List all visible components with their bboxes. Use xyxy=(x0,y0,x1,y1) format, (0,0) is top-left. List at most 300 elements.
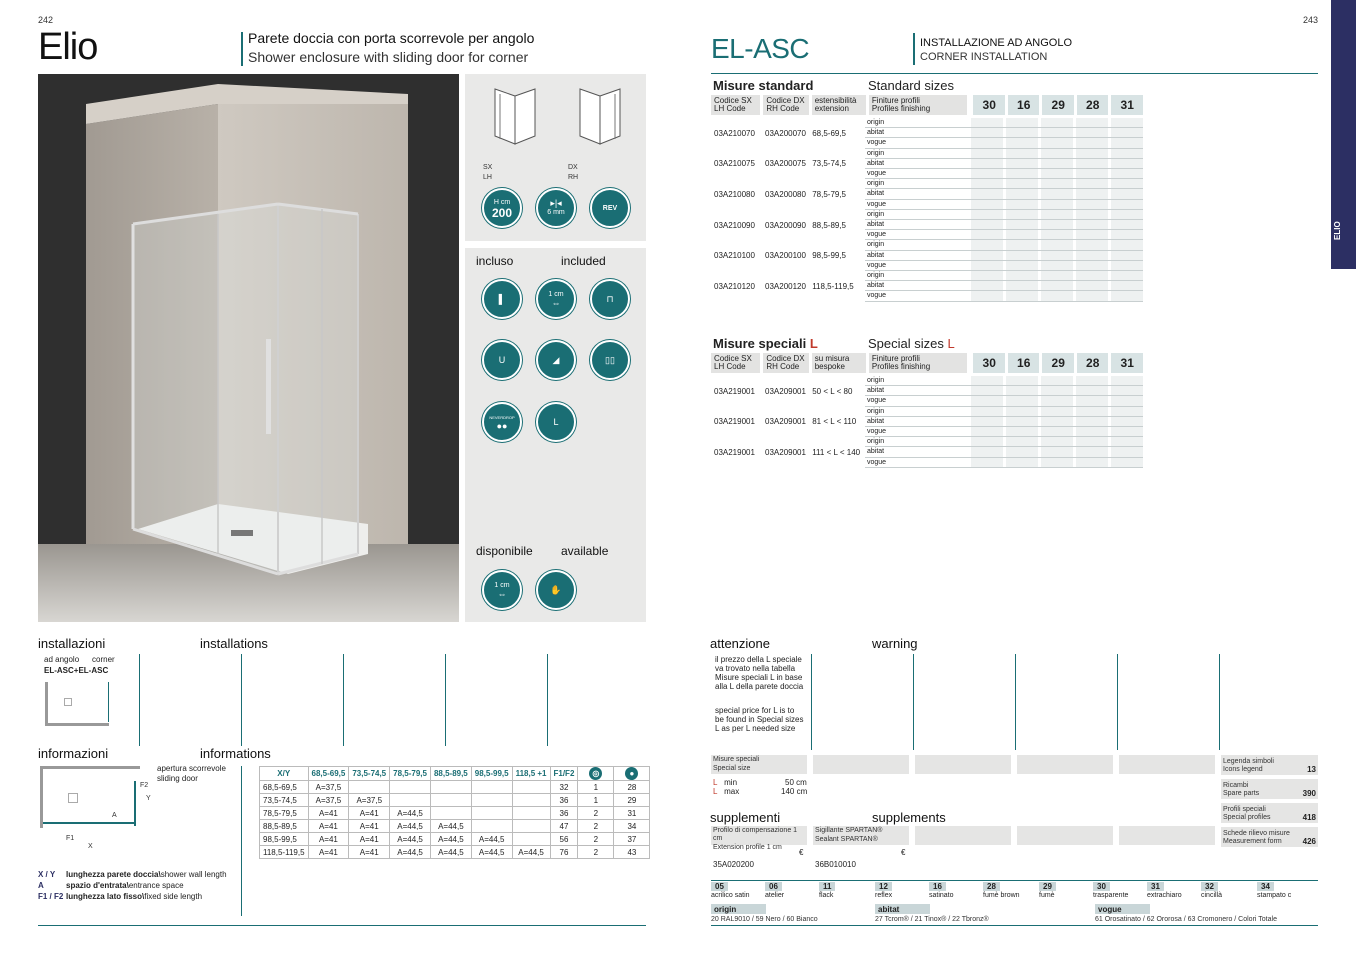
magnet-icon: ⊓ xyxy=(590,279,630,319)
table-cell: 56 xyxy=(550,833,578,846)
finish-label: vogue xyxy=(867,292,887,300)
price-box xyxy=(971,396,1003,405)
diagram-a: A xyxy=(112,812,117,819)
price-box xyxy=(971,230,1003,239)
price-cell: 03A210075 xyxy=(714,159,755,169)
standard-sizes-title-en: Standard sizes xyxy=(868,78,954,93)
price-box xyxy=(1006,271,1038,280)
finish-label: abitat xyxy=(867,129,885,137)
finish-label: origin xyxy=(867,180,885,188)
price-box xyxy=(1041,376,1073,385)
finish-label: vogue xyxy=(867,200,887,208)
supplements-title-it: supplementi xyxy=(710,810,781,825)
finish-label: vogue xyxy=(867,261,887,269)
size-icon: L xyxy=(536,402,576,442)
orientation-panel xyxy=(465,74,646,241)
table-row xyxy=(260,794,650,807)
price-box xyxy=(1111,169,1143,178)
table-cell: A=44,5 xyxy=(471,833,512,846)
price-box xyxy=(1076,437,1108,446)
price-box xyxy=(1041,281,1073,290)
price-box xyxy=(1111,261,1143,270)
info-table xyxy=(259,766,650,859)
table-cell: A=41 xyxy=(308,846,349,859)
price-cell: 03A210120 xyxy=(714,281,755,291)
info-header: 73,5-74,5 xyxy=(349,767,390,781)
finish-label: origin xyxy=(867,119,885,126)
price-box xyxy=(1111,458,1143,467)
product-photo xyxy=(38,74,459,622)
price-box xyxy=(1006,230,1038,239)
table-cell xyxy=(471,794,512,807)
price-box xyxy=(1076,240,1108,249)
price-box xyxy=(1041,240,1073,249)
price-box xyxy=(1111,220,1143,229)
price-box xyxy=(971,220,1003,229)
swatch-item xyxy=(1201,882,1222,899)
table-cell: A=41 xyxy=(349,820,390,833)
available-label-it: disponibile xyxy=(476,544,533,558)
neverdrop-icon: NEVERDROP ●● xyxy=(482,402,522,442)
reference-page: 426 xyxy=(1302,837,1316,846)
label-rh: RH xyxy=(568,174,579,181)
price-box xyxy=(1041,417,1073,426)
column-header: Codice DX RH Code xyxy=(763,353,808,373)
price-box xyxy=(1076,149,1108,158)
price-box xyxy=(1006,251,1038,260)
price-box xyxy=(1006,179,1038,188)
price-box xyxy=(1041,179,1073,188)
column-header: estensibilità extension xyxy=(812,95,866,115)
price-box xyxy=(1006,210,1038,219)
special-sizes-title-it: Misure speciali L xyxy=(713,336,818,351)
price-box xyxy=(1111,118,1143,127)
price-box xyxy=(1006,458,1038,467)
price-row xyxy=(711,210,1143,241)
price-box xyxy=(1041,118,1073,127)
glass-thickness-icon: ▸|◂ 6 mm xyxy=(536,188,576,228)
price-cell: 03A210090 xyxy=(714,220,755,230)
install-diagram xyxy=(45,682,109,726)
price-box xyxy=(1041,210,1073,219)
column-header: Codice SX LH Code xyxy=(711,353,760,373)
finish-label: abitat xyxy=(867,448,885,456)
price-box xyxy=(1041,220,1073,229)
price-box xyxy=(1041,261,1073,270)
price-box xyxy=(1006,407,1038,416)
price-box xyxy=(1076,169,1108,178)
page-number-right: 243 xyxy=(1303,15,1319,25)
price-box xyxy=(971,427,1003,436)
finish-column-header: 16 xyxy=(1008,353,1040,373)
table-cell: 37 xyxy=(614,833,650,846)
price-box xyxy=(1006,240,1038,249)
price-box xyxy=(971,281,1003,290)
swatch-number: 12 xyxy=(875,882,892,891)
max-row: L max xyxy=(713,787,740,796)
table-cell: 118,5-119,5 xyxy=(260,846,309,859)
finish-column-header: 16 xyxy=(1008,95,1040,115)
price-box xyxy=(1111,230,1143,239)
price-box xyxy=(1006,396,1038,405)
swatch-item xyxy=(983,882,1020,899)
finish-label: vogue xyxy=(867,231,887,239)
price-box xyxy=(1076,427,1108,436)
price-box xyxy=(971,169,1003,178)
finish-label: vogue xyxy=(867,397,887,405)
price-row xyxy=(711,149,1143,180)
info-header: X/Y xyxy=(260,767,309,781)
price-box xyxy=(1041,128,1073,137)
finish-label: vogue xyxy=(867,169,887,177)
price-box xyxy=(971,128,1003,137)
price-cell: 81 < L < 110 xyxy=(812,417,857,427)
supplement-1: Profilo di compensazione 1 cm Extension profile 1 cm xyxy=(711,826,807,845)
legend-row xyxy=(38,881,227,890)
table-cell: A=44,5 xyxy=(430,846,471,859)
price-box xyxy=(1076,458,1108,467)
price-box xyxy=(1006,437,1038,446)
price-box xyxy=(1006,261,1038,270)
installations-title-en: installations xyxy=(200,636,268,651)
price-cell: 03A219001 xyxy=(714,447,755,457)
swatch-name: cincillà xyxy=(1201,892,1223,899)
price-box xyxy=(971,118,1003,127)
price-cell: 111 < L < 140 xyxy=(812,447,861,457)
swatch-name: flack xyxy=(819,892,834,899)
swatch-item xyxy=(1093,882,1128,899)
column-header: su misura bespoke xyxy=(812,353,866,373)
price-box xyxy=(971,458,1003,467)
swatch-name: fumè brown xyxy=(983,892,1020,899)
cleaning-icon: ✋ xyxy=(536,570,576,610)
price-box xyxy=(1041,437,1073,446)
warning-title-en: warning xyxy=(872,636,918,651)
info-sliding-en: sliding door xyxy=(157,774,198,783)
price-box xyxy=(971,251,1003,260)
price-box xyxy=(1111,189,1143,198)
info-header xyxy=(614,767,650,781)
price-box xyxy=(1111,291,1143,300)
price-box xyxy=(1111,128,1143,137)
table-cell: A=37,5 xyxy=(349,794,390,807)
price-cell: 68,5-69,5 xyxy=(812,128,847,138)
side-tab: ELIO xyxy=(1331,0,1356,269)
price-box xyxy=(971,437,1003,446)
price-cell: 03A219001 xyxy=(714,417,755,427)
price-box xyxy=(971,159,1003,168)
price-row xyxy=(711,407,1143,438)
price-cell: 03A209001 xyxy=(765,386,806,396)
price-box xyxy=(1041,138,1073,147)
table-cell: 36 xyxy=(550,807,578,820)
warning-title-it: attenzione xyxy=(710,636,770,651)
legend-key: F1 / F2 xyxy=(38,892,64,901)
informations-title-it: informazioni xyxy=(38,746,109,761)
info-header: F1/F2 xyxy=(550,767,578,781)
price-box xyxy=(1006,376,1038,385)
shower-head-icon: ◎ xyxy=(589,767,602,780)
swatch-item xyxy=(819,882,835,899)
price-box xyxy=(971,447,1003,456)
price-box xyxy=(1076,128,1108,137)
price-cell: 03A209001 xyxy=(765,417,806,427)
table-cell xyxy=(349,781,390,794)
price-box xyxy=(971,189,1003,198)
price-box xyxy=(1076,220,1108,229)
legend-it: lunghezza lato fisso\ xyxy=(66,892,145,901)
swatch-number: 16 xyxy=(929,882,946,891)
page-number-left: 242 xyxy=(38,15,54,25)
swatch-item xyxy=(1257,882,1291,899)
price-box xyxy=(1006,169,1038,178)
table-cell xyxy=(390,794,431,807)
reference-row: Profili speciali Special profiles 418 xyxy=(1221,803,1318,823)
price-cell: 118,5-119,5 xyxy=(812,281,854,291)
table-row xyxy=(260,833,650,846)
legend-it: spazio d'entrata\ xyxy=(66,881,129,890)
price-box xyxy=(1076,447,1108,456)
euro-2: € xyxy=(901,848,906,857)
table-cell: 68,5-69,5 xyxy=(260,781,309,794)
price-box xyxy=(971,138,1003,147)
price-row xyxy=(711,376,1143,407)
finish-label: abitat xyxy=(867,159,885,167)
price-box xyxy=(1076,386,1108,395)
swatch-number: 31 xyxy=(1147,882,1164,891)
standard-sizes-title-it: Misure standard xyxy=(713,78,814,93)
price-row xyxy=(711,271,1143,302)
table-cell xyxy=(430,794,471,807)
table-cell: 31 xyxy=(614,807,650,820)
price-box xyxy=(971,376,1003,385)
price-box xyxy=(1111,138,1143,147)
swatch-number: 11 xyxy=(819,882,835,891)
swatch-name: satinato xyxy=(929,892,954,899)
finish-group-label: abitat xyxy=(875,904,930,914)
subtitle-it: Parete doccia con porta scorrevole per angolo xyxy=(248,30,535,46)
info-header xyxy=(578,767,614,781)
swatch-name: stampato c xyxy=(1257,892,1292,899)
price-box xyxy=(1076,230,1108,239)
price-box xyxy=(1041,291,1073,300)
table-cell: A=41 xyxy=(349,846,390,859)
price-box xyxy=(1076,271,1108,280)
price-cell: 03A200080 xyxy=(765,189,806,199)
table-cell: A=41 xyxy=(349,807,390,820)
price-row xyxy=(711,179,1143,210)
warning-text-it: il prezzo della L speciale va trovato nella tabella Misure speciali L in base alla L della parete doccia xyxy=(715,655,804,691)
min-row: L min xyxy=(713,778,738,787)
price-box xyxy=(1006,159,1038,168)
price-cell: 03A200100 xyxy=(765,251,806,261)
column-header: Codice DX RH Code xyxy=(763,95,808,115)
price-box xyxy=(1111,251,1143,260)
references xyxy=(1221,755,1318,851)
price-box xyxy=(1076,376,1108,385)
legend-row xyxy=(38,892,227,901)
legend-en: fixed side length xyxy=(144,892,203,901)
price-box xyxy=(1041,251,1073,260)
table-cell: 88,5-89,5 xyxy=(260,820,309,833)
swatch-item xyxy=(875,882,892,899)
table-cell: 2 xyxy=(578,820,614,833)
price-box xyxy=(1041,396,1073,405)
price-row xyxy=(711,437,1143,468)
table-cell: A=41 xyxy=(308,833,349,846)
price-cell: 03A200075 xyxy=(765,159,806,169)
price-box xyxy=(1111,396,1143,405)
info-header: 68,5-69,5 xyxy=(308,767,349,781)
price-box xyxy=(1006,138,1038,147)
table-cell: 43 xyxy=(614,846,650,859)
price-box xyxy=(1111,417,1143,426)
price-box xyxy=(1111,159,1143,168)
table-cell: 1 xyxy=(578,794,614,807)
table-row xyxy=(260,807,650,820)
supplement-2: Sigillante SPARTAN® Sealant SPARTAN® xyxy=(813,826,909,845)
price-box xyxy=(1111,427,1143,436)
info-header: 78,5-79,5 xyxy=(390,767,431,781)
label-sx: SX xyxy=(483,164,493,171)
table-cell: A=44,5 xyxy=(430,820,471,833)
table-cell xyxy=(430,781,471,794)
finish-column-header: 31 xyxy=(1111,353,1143,373)
legend-en: entrance space xyxy=(128,881,184,890)
table-cell: 28 xyxy=(614,781,650,794)
price-box xyxy=(971,261,1003,270)
finish-label: origin xyxy=(867,241,885,249)
swatch-number: 32 xyxy=(1201,882,1218,891)
supplement-2-code: 36B010010 xyxy=(815,860,856,869)
price-cell: 88,5-89,5 xyxy=(812,220,847,230)
table-cell: A=44,5 xyxy=(390,807,431,820)
price-cell: 03A200070 xyxy=(765,128,806,138)
price-box xyxy=(1076,407,1108,416)
finish-column-header: 28 xyxy=(1077,95,1109,115)
subtitle-en: Shower enclosure with sliding door for corner xyxy=(248,49,529,65)
table-cell: 78,5-79,5 xyxy=(260,807,309,820)
finish-column-header: 29 xyxy=(1042,95,1074,115)
price-box xyxy=(1041,458,1073,467)
table-cell xyxy=(512,781,550,794)
price-box xyxy=(1006,149,1038,158)
finish-label: origin xyxy=(867,210,885,218)
finish-group-desc: 61 Orosatinato / 62 Ororosa / 63 Cromonero / Colori Totale xyxy=(1095,916,1277,923)
price-box xyxy=(971,407,1003,416)
swatch-item xyxy=(1039,882,1056,899)
finish-label: abitat xyxy=(867,417,885,425)
available-label-en: available xyxy=(561,544,609,558)
price-box xyxy=(1006,220,1038,229)
info-header: 88,5-89,5 xyxy=(430,767,471,781)
reference-row: Legenda simboli Icons legend 13 xyxy=(1221,755,1318,775)
price-row xyxy=(711,240,1143,271)
finish-label: vogue xyxy=(867,139,887,147)
price-box xyxy=(1041,447,1073,456)
price-box xyxy=(1111,240,1143,249)
price-box xyxy=(1041,169,1073,178)
price-box xyxy=(1041,189,1073,198)
table-cell xyxy=(471,781,512,794)
swatch-name: trasparente xyxy=(1093,892,1129,899)
price-box xyxy=(1006,291,1038,300)
table-cell: A=37,5 xyxy=(308,781,349,794)
table-cell xyxy=(512,794,550,807)
diagram-x: X xyxy=(88,843,93,850)
price-box xyxy=(971,200,1003,209)
finish-label: origin xyxy=(867,271,885,279)
swatch-number: 30 xyxy=(1093,882,1110,891)
finish-label: abitat xyxy=(867,251,885,259)
swatch-name: fumè xyxy=(1039,892,1055,899)
price-box xyxy=(1006,427,1038,436)
price-box xyxy=(1076,138,1108,147)
supplement-1-code: 35A020200 xyxy=(713,860,754,869)
price-box xyxy=(1111,200,1143,209)
swatch-number: 28 xyxy=(983,882,1000,891)
price-box xyxy=(1111,407,1143,416)
install-type-it: INSTALLAZIONE AD ANGOLO xyxy=(920,37,1073,49)
swatch-number: 05 xyxy=(711,882,728,891)
price-cell: 73,5-74,5 xyxy=(812,159,847,169)
price-box xyxy=(1076,179,1108,188)
price-cell: 03A210070 xyxy=(714,128,755,138)
finish-column-header: 31 xyxy=(1111,95,1143,115)
price-box xyxy=(1041,271,1073,280)
diagram-y: Y xyxy=(146,795,151,802)
finish-group-desc: 27 Tcrom® / 21 Tinox® / 22 Tbronz® xyxy=(875,916,989,923)
included-label-it: incluso xyxy=(476,254,514,268)
table-cell xyxy=(471,807,512,820)
price-cell: 98,5-99,5 xyxy=(812,251,847,261)
finish-group-label: vogue xyxy=(1095,904,1150,914)
informations-title-en: informations xyxy=(200,746,271,761)
extension-icon: 1 cm ⇔ xyxy=(536,279,576,319)
finish-label: abitat xyxy=(867,282,885,290)
table-cell: A=44,5 xyxy=(471,846,512,859)
price-cell: 03A210080 xyxy=(714,189,755,199)
price-box xyxy=(1006,200,1038,209)
finish-column-header: 30 xyxy=(973,95,1005,115)
install-corner-en: corner xyxy=(92,655,115,664)
price-box xyxy=(1006,189,1038,198)
label-dx: DX xyxy=(568,164,578,171)
legend-it: lunghezza parete doccia\ xyxy=(66,870,161,879)
price-cell: 03A210100 xyxy=(714,251,755,261)
finish-label: vogue xyxy=(867,427,887,435)
price-box xyxy=(1076,281,1108,290)
price-box xyxy=(1076,210,1108,219)
profile-icon: ▌ xyxy=(482,279,522,319)
seal-icon: ◢ xyxy=(536,340,576,380)
info-header: 98,5-99,5 xyxy=(471,767,512,781)
finish-column-header: 29 xyxy=(1042,353,1074,373)
price-box xyxy=(1111,179,1143,188)
price-box xyxy=(971,386,1003,395)
finish-label: origin xyxy=(867,407,885,415)
table-cell xyxy=(471,820,512,833)
table-cell xyxy=(512,833,550,846)
column-header: Finiture profili Profiles finishing xyxy=(869,353,968,373)
price-box xyxy=(1111,281,1143,290)
weight-icon: ● xyxy=(625,767,638,780)
price-box xyxy=(1076,261,1108,270)
price-box xyxy=(1076,189,1108,198)
table-cell xyxy=(512,807,550,820)
height-icon: H cm 200 xyxy=(482,188,522,228)
reference-page: 13 xyxy=(1307,765,1316,774)
